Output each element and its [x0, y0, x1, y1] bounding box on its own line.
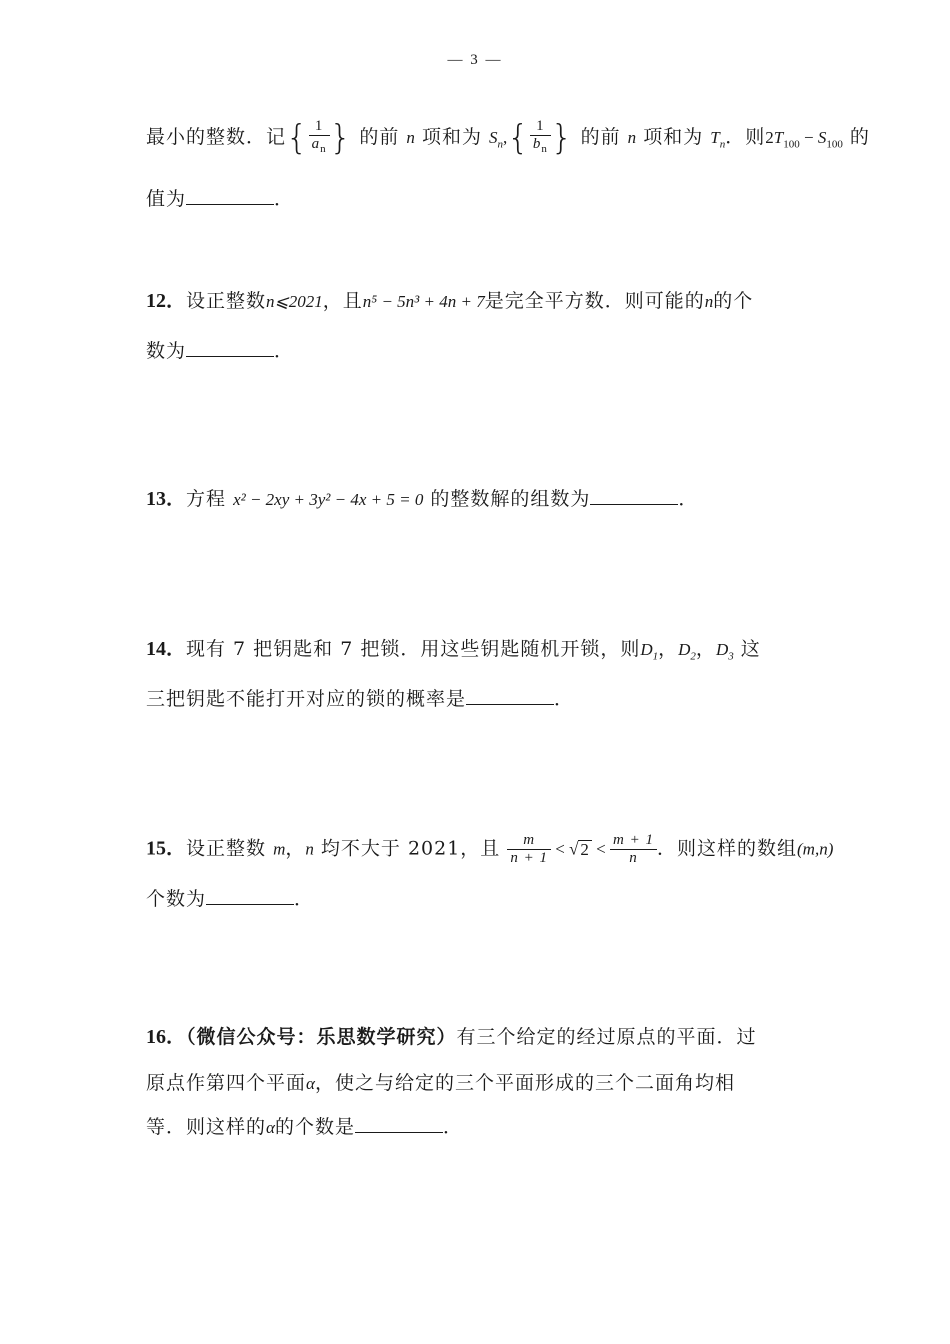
var-n: n: [406, 128, 415, 147]
q15-text: ．则这样的数组: [656, 837, 797, 860]
q16-source: （微信公众号：乐思数学研究）: [186, 1026, 457, 1048]
pair-mn: (m,n): [797, 839, 834, 859]
q13-text: 方程: [186, 488, 227, 510]
fraction-m-over-n-plus-1: $\frac{m}{n + 1}$: [507, 832, 551, 867]
q14-text: 这: [740, 638, 761, 660]
q15-line-1: 15．设正整数 m，n 均不大于 2021，且 $\frac{m}{n + 1}$ < √ 2 < $\frac{m + 1}{n}$ ．则这样的数组(m,n): [146, 832, 834, 866]
answer-blank: [186, 338, 274, 357]
frac-den-sub: n: [541, 143, 548, 155]
var-n: n: [627, 128, 637, 147]
frac-den-sub: n: [320, 143, 327, 155]
q16-text: 原点作第四个平面: [146, 1072, 307, 1094]
q14-text: 三把钥匙不能打开对应的锁的概率是: [146, 688, 467, 710]
q12-line-1: [146, 288, 826, 315]
problem-number-15: 15．: [146, 837, 186, 860]
math-equation: x² − 2xy + 3y² − 4x + 5 = 0: [233, 490, 424, 509]
q16-line-2: [146, 1070, 826, 1097]
left-brace: {: [507, 118, 530, 158]
q12-text: 数为: [146, 340, 187, 362]
fraction-m-plus-1-over-n: $\frac{m + 1}{n}$: [610, 832, 657, 867]
problem-number-14: 14．: [146, 638, 186, 660]
problem-number-12: 12．: [146, 290, 186, 312]
q11-text: 项和为: [421, 126, 482, 148]
q16-text: ，使之与给定的三个平面形成的三个二面角均相: [314, 1072, 735, 1094]
q11-text: 值为: [146, 188, 187, 210]
answer-blank: [186, 186, 274, 205]
answer-blank: [590, 486, 678, 505]
q12-line-2: 数为 ．: [146, 340, 295, 362]
var-m: m: [273, 839, 286, 859]
q12-text: 是完全平方数．则可能的: [484, 290, 705, 312]
problem-number-16: 16．: [146, 1026, 186, 1048]
frac-den-var: a: [311, 136, 321, 152]
problem-number-13: 13．: [146, 488, 186, 510]
right-brace: }: [550, 118, 574, 158]
q11-text: ．则: [725, 126, 766, 148]
symbol-Sn: $S_n$: [489, 128, 504, 151]
symbol-D1: $D_1$: [640, 640, 659, 663]
sqrt-radicand: 2: [580, 839, 590, 859]
symbol-alpha: α: [266, 1118, 275, 1137]
frac-numerator: 1: [530, 118, 551, 136]
math-expression: n⁵ − 5n³ + 4n + 7: [362, 292, 485, 311]
q15-text: 均不大于 2021，且: [320, 837, 501, 860]
symbol-D3: $D_3$: [715, 640, 734, 663]
frac-den-var: b: [532, 136, 542, 152]
q15-text: 设正整数: [186, 837, 267, 860]
expr-2T100-S100: $2T_{100} - S_{100}$: [765, 128, 843, 151]
q11-cont-line-2: 值为 ．: [146, 188, 295, 210]
q11-text: 最小的整数．记: [146, 126, 287, 148]
symbol-D2: $D_2$: [678, 640, 696, 663]
var-n: n: [704, 292, 714, 311]
answer-blank: [355, 1114, 443, 1133]
q16-line-3: 等．则这样的α的个数是 ．: [146, 1116, 463, 1138]
q12-text: 的个: [713, 290, 754, 312]
symbol-alpha: α: [306, 1074, 315, 1093]
q16-text: 的个数是: [274, 1116, 355, 1138]
fraction-1-over-bn: [530, 118, 551, 158]
math-condition: n⩽2021: [266, 292, 323, 311]
frac-numerator: 1: [309, 118, 330, 136]
q14-line-2: 三把钥匙不能打开对应的锁的概率是 ．: [146, 688, 575, 710]
q11-cont-line-1: 最小的整数．记{ $\frac{1}{a_n}$ } 的前 n 项和为 $S_n$,{ $\frac{1}{b_n}$ } 的前 n 项和为 $T_n$．则$2T_{100} - S_{100}$ 的: [146, 118, 870, 158]
left-brace: {: [286, 118, 309, 158]
q15-line-2: 个数为 ．: [146, 888, 315, 910]
answer-blank: [466, 686, 554, 705]
q14-text: 现有 7 把钥匙和 7 把锁．用这些钥匙随机开锁，则: [186, 638, 641, 660]
q16-text: 等．则这样的: [146, 1116, 267, 1138]
q13-line-1: 13．方程 x² − 2xy + 3y² − 4x + 5 = 0 的整数解的组数为 ．: [146, 488, 699, 510]
q12-text: ，且: [322, 290, 363, 312]
q13-text: 的整数解的组数为: [430, 488, 591, 510]
fraction-1-over-an: [309, 118, 330, 158]
q11-text: 的前: [359, 126, 400, 148]
symbol-Tn: $T_n$: [710, 128, 726, 151]
q16-text: 有三个给定的经过原点的平面．过: [456, 1026, 757, 1048]
var-n: n: [305, 839, 314, 859]
q11-text: 的: [849, 126, 870, 148]
answer-blank: [206, 886, 294, 905]
q11-text: 的前: [580, 126, 621, 148]
q14-line-1: 14．现有 7 把钥匙和 7 把锁．用这些钥匙随机开锁，则$D_1$，$D_2$，$D_3$ 这: [146, 638, 761, 663]
q11-text: 项和为: [643, 126, 704, 148]
right-brace: }: [329, 118, 353, 158]
q12-text: 设正整数: [186, 290, 267, 312]
sqrt-sign: √: [569, 839, 579, 859]
q16-line-1: [146, 1024, 826, 1050]
page-number: — 3 —: [447, 52, 503, 68]
q15-text: 个数为: [146, 888, 207, 910]
